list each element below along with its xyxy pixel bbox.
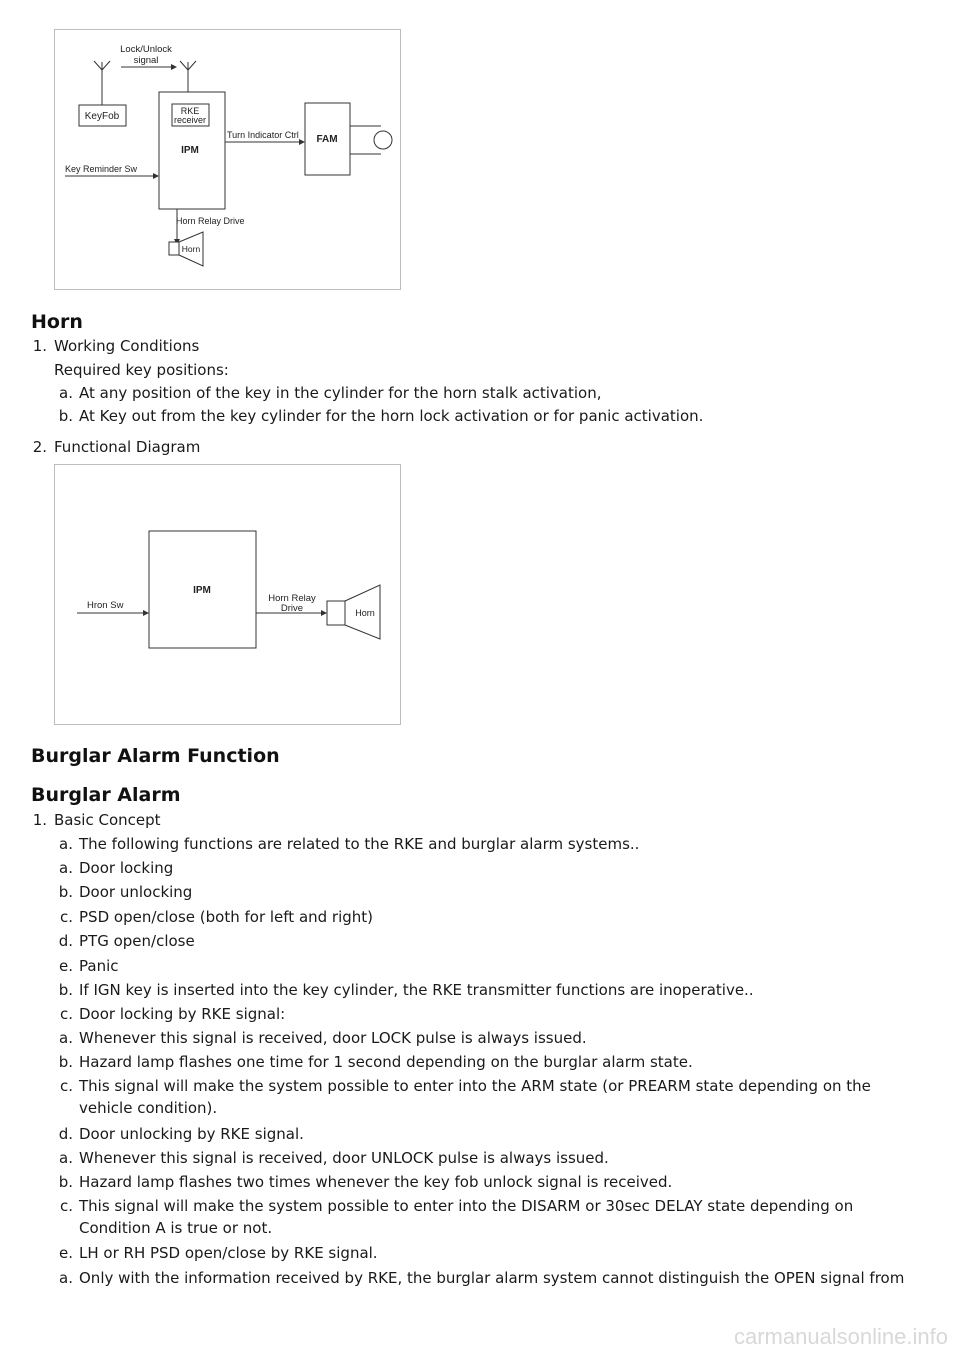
- list-marker: b.: [58, 883, 73, 901]
- list-marker: a.: [59, 859, 73, 877]
- list-marker: c.: [59, 1077, 73, 1095]
- rke-ipm-diagram-svg: [55, 30, 400, 289]
- list-text: PSD open/close (both for left and right): [79, 908, 374, 926]
- horn-relay-label: Horn Relay Drive: [176, 216, 245, 226]
- list-text: Door unlocking by RKE signal.: [79, 1125, 304, 1143]
- horn-label: Horn: [181, 244, 201, 254]
- turn-indicator-label: Turn Indicator Ctrl: [227, 130, 299, 140]
- list-text: The following functions are related to the RKE and burglar alarm systems..: [79, 835, 640, 853]
- list-text: Required key positions:: [54, 361, 229, 379]
- ipm-label: IPM: [193, 585, 211, 596]
- list-text: LH or RH PSD open/close by RKE signal.: [79, 1244, 378, 1262]
- list-text: Door locking: [79, 859, 174, 877]
- list-text: If IGN key is inserted into the key cylinder, the RKE transmitter functions are inoperative..: [79, 981, 754, 999]
- list-marker: a.: [59, 384, 73, 402]
- list-text: Whenever this signal is received, door LOCK pulse is always issued.: [79, 1029, 587, 1047]
- list-text: Functional Diagram: [54, 438, 201, 456]
- list-marker: e.: [59, 957, 73, 975]
- list-marker: 2.: [32, 438, 47, 456]
- list-marker: d.: [58, 1125, 73, 1143]
- horn-relay-label: Horn Relay: [268, 593, 316, 604]
- lock-unlock-label: Lock/Unlock: [120, 44, 172, 55]
- list-marker: e.: [59, 1244, 73, 1262]
- list-marker: b.: [58, 1173, 73, 1191]
- list-marker: c.: [59, 1005, 73, 1023]
- horn-functional-diagram-svg: [55, 465, 400, 724]
- list-text: Basic Concept: [54, 811, 161, 829]
- list-text: At Key out from the key cylinder for the horn lock activation or for panic activation.: [79, 407, 704, 425]
- list-text: PTG open/close: [79, 932, 195, 950]
- drive-label: Drive: [280, 603, 304, 614]
- list-marker: c.: [59, 1197, 73, 1215]
- horn-functional-diagram: [54, 464, 401, 725]
- list-marker: b.: [58, 981, 73, 999]
- list-marker: a.: [59, 1029, 73, 1047]
- hron-sw-label: Hron Sw: [87, 600, 124, 611]
- horn-heading: Horn: [31, 311, 83, 333]
- keyfob-label: KeyFob: [84, 111, 120, 122]
- list-text: Only with the information received by RKE, the burglar alarm system cannot distinguish the OPEN signal from: [79, 1269, 905, 1287]
- burglar-alarm-function-heading: Burglar Alarm Function: [31, 745, 280, 767]
- key-reminder-label: Key Reminder Sw: [65, 164, 138, 174]
- list-marker: b.: [58, 1053, 73, 1071]
- list-text: This signal will make the system possible to enter into the DISARM or 30sec DELAY state depending on: [79, 1197, 854, 1215]
- list-text: Whenever this signal is received, door UNLOCK pulse is always issued.: [79, 1149, 609, 1167]
- fam-label: FAM: [316, 134, 338, 145]
- list-text: Condition A is true or not.: [79, 1219, 273, 1237]
- list-text: Door locking by RKE signal:: [79, 1005, 286, 1023]
- receiver-label: receiver: [173, 115, 207, 125]
- lamp-icon: [350, 126, 392, 154]
- burglar-alarm-heading: Burglar Alarm: [31, 784, 181, 806]
- list-marker: b.: [58, 407, 73, 425]
- list-marker: 1.: [32, 337, 47, 355]
- list-marker: c.: [59, 908, 73, 926]
- list-marker: a.: [59, 835, 73, 853]
- list-text: Working Conditions: [54, 337, 200, 355]
- ipm-label: IPM: [181, 145, 199, 156]
- list-text: Hazard lamp flashes two times whenever the key fob unlock signal is received.: [79, 1173, 673, 1191]
- list-text: Door unlocking: [79, 883, 193, 901]
- list-text: At any position of the key in the cylinder for the horn stalk activation,: [79, 384, 602, 402]
- horn-label: Horn: [355, 608, 375, 618]
- list-marker: d.: [58, 932, 73, 950]
- rke-ipm-diagram: [54, 29, 401, 290]
- list-text: vehicle condition).: [79, 1099, 218, 1117]
- list-marker: a.: [59, 1149, 73, 1167]
- signal-label: signal: [133, 55, 159, 66]
- rke-label: RKE: [180, 106, 200, 116]
- list-marker: 1.: [32, 811, 47, 829]
- watermark: carmanualsonline.info: [733, 1324, 948, 1349]
- list-text: This signal will make the system possible to enter into the ARM state (or PREARM state depending on the: [79, 1077, 871, 1095]
- list-text: Hazard lamp flashes one time for 1 second depending on the burglar alarm state.: [79, 1053, 693, 1071]
- list-text: Panic: [79, 957, 119, 975]
- keyfob-antenna: [94, 61, 110, 105]
- list-marker: a.: [59, 1269, 73, 1287]
